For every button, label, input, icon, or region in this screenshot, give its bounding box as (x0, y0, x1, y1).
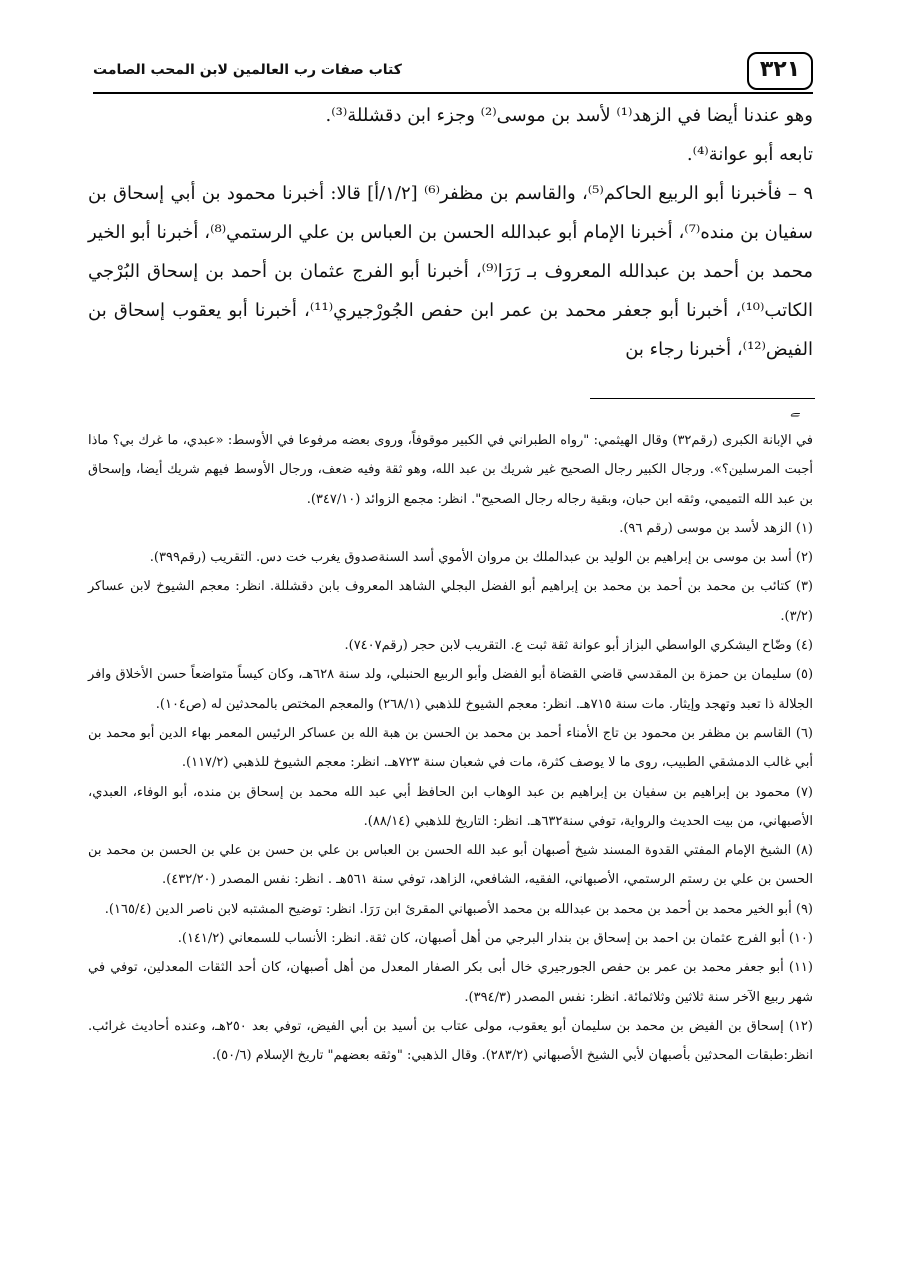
footnote: (٤) وضّاح اليشكري الواسطي البزاز أبو عوانة ثقة ثبت ع. التقريب لابن حجر (رقم٧٤٠٧). (344, 638, 813, 654)
running-title: كتاب صفات رب العالمين لابن المحب الصامت (93, 62, 402, 78)
footnote: (١٢) إسحاق بن الفيض بن محمد بن سليمان أبو يعقوب، مولى عتاب بن أسيد بن أبي الفيض، توفي بعد ٢٥٠هـ، وعنده أحاديث غرائب. انظر:طبقات المحدثين بأصبهان لأبي الشيخ الأصبهاني (٢٨٣/٢). وقال الذهبي: "وثقه بعضهم" تاريخ الإسلام (٥٠/٦). (88, 1018, 813, 1064)
footnotes (88, 426, 813, 1071)
footnote: (٢) أسد بن موسى بن إبراهيم بن الوليد بن عبدالملك بن مروان الأموي أسد السنةصدوق يغرب خت دس. التقريب (رقم٣٩٩). (149, 550, 813, 566)
footnote: (٥) سليمان بن حمزة بن المقدسي قاضي القضاة أبو الفضل وأبو الربيع الحنبلي، ولد سنة ٦٢٨هـ، وكان كيساً متواضعاً حسن الأخلاق وافر الجلالة ذا تعبد وتهجد وإيثار. مات سنة ٧١٥هـ. انظر: معجم الشيوخ للذهبي (٢٦٨/١) والمعجم المختص بالمحدثين له (ص١٠٤). (88, 667, 814, 712)
page-number: ٣٢١ (747, 52, 813, 90)
footnote: (٩) أبو الخير محمد بن أحمد بن محمد بن عبدالله بن محمد الأصبهاني المقرئ ابن رَرَا. انظر: توضيح المشتبه لابن ناصر الدين (١٦٥/٤). (104, 901, 813, 917)
footnote-separator (590, 398, 815, 399)
footnote: (١) الزهد لأسد بن موسى (رقم ٩٦). (619, 520, 813, 536)
main-text (88, 96, 813, 369)
footnote: (٦) القاسم بن مظفر بن محمود بن تاج الأمناء أحمد بن محمد بن الحسن بن هبة الله بن عساكر الرئيس المعمر بهاء الدين أبو محمد بن أبي غالب الدمشقي الطبيب، روى ما لا يوصف كثرة، مات في شعبان سنة ٧٢٣هـ. انظر: معجم الشيوخ للذهبي (١١٧/٢). (88, 725, 813, 771)
page-header (93, 52, 813, 92)
main-paragraph: وهو عندنا أيضا في الزهد⁽¹⁾ لأسد بن موسى⁽²⁾ وجزء ابن دقشللة⁽³⁾. (325, 105, 813, 126)
continuation-mark: ﮯ (790, 402, 800, 418)
footnote: (١١) أبو جعفر محمد بن عمر بن حفص الجورجيري خال أبى بكر الصفار المعدل من أهل أصبهان، كان أحد الثقات المعدلين، توفي في شهر ربيع الآخر سنة ثلاثين وثلاثمائة. انظر: نفس المصدر (٣٩٤/٣). (88, 960, 813, 1005)
main-paragraph: تابعه أبو عوانة⁽⁴⁾. (686, 144, 813, 165)
header-rule (93, 92, 813, 94)
footnote: (٣) كتائب بن محمد بن أحمد بن محمد بن إبراهيم أبو الفضل البجلي الشاهد المعروف بابن دقشللة. انظر: معجم الشيوخ لابن عساكر (٣/٢). (88, 579, 813, 624)
main-paragraph: ٩ – فأخبرنا أبو الربيع الحاكم⁽⁵⁾، والقاسم بن مظفر⁽⁶⁾ [١/٢/أ] قالا: أخبرنا محمود بن أبي إسحاق بن سفيان بن منده⁽⁷⁾، أخبرنا الإمام أبو عبدالله الحسن بن العباس بن علي الرستمي⁽⁸⁾، أخبرنا أبو الخير محمد بن أحمد بن عبدالله المعروف بـ رَرَا⁽⁹⁾، أخبرنا أبو الفرج عثمان بن أحمد بن إسحاق البُرْجي الكاتب⁽¹⁰⁾، أخبرنا أبو جعفر محمد بن عمر ابن حفص الجُورْجيري⁽¹¹⁾، أخبرنا أبو يعقوب إسحاق بن الفيض⁽¹²⁾، أخبرنا رجاء بن (88, 183, 814, 360)
footnote: (٨) الشيخ الإمام المفتي القدوة المسند شيخ أصبهان أبو عبد الله الحسن بن العباس بن علي بن حسن بن علي بن الحسن بن محمد بن الحسن بن علي بن رستم الرستمي، الأصبهاني، الفقيه، الشافعي، الزاهد، توفي سنة ٥٦١هـ . انظر: نفس المصدر (٤٣٢/٢٠). (88, 843, 813, 888)
footnote: (١٠) أبو الفرج عثمان بن احمد بن إسحاق بن بندار البرجي من أهل أصبهان، كان ثقة. انظر: الأنساب للسمعاني (١٤١/٢). (177, 931, 813, 947)
footnote-continuation: في الإبانة الكبرى (رقم٣٢) وقال الهيثمي: "رواه الطبراني في الكبير موقوفاً، وروى بعضه مرفوعا في الأوسط: «عبدي، ما غرك بي؟ ماذا أجبت المرسلين؟». ورجال الكبير رجال الصحيح غير شريك بن عبد الله، وهو ثقة وفيه ضعف، ورجال الأوسط فيهم شريك أيضا، وإسحاق بن عبد الله التميمي، وثقه ابن حبان، وبقية رجاله رجال الصحيح". انظر: مجمع الزوائد (٣٤٧/١٠). (88, 433, 813, 507)
footnote: (٧) محمود بن إبراهيم بن سفيان بن إبراهيم بن عبد الوهاب ابن الحافظ أبي عبد الله محمد بن إسحاق بن منده، أبو الوفاء، العبدي، الأصبهاني، من بيت الحديث والرواية، توفي سنة٦٣٢هـ. انظر: التاريخ للذهبي (٨٨/١٤). (88, 784, 813, 829)
